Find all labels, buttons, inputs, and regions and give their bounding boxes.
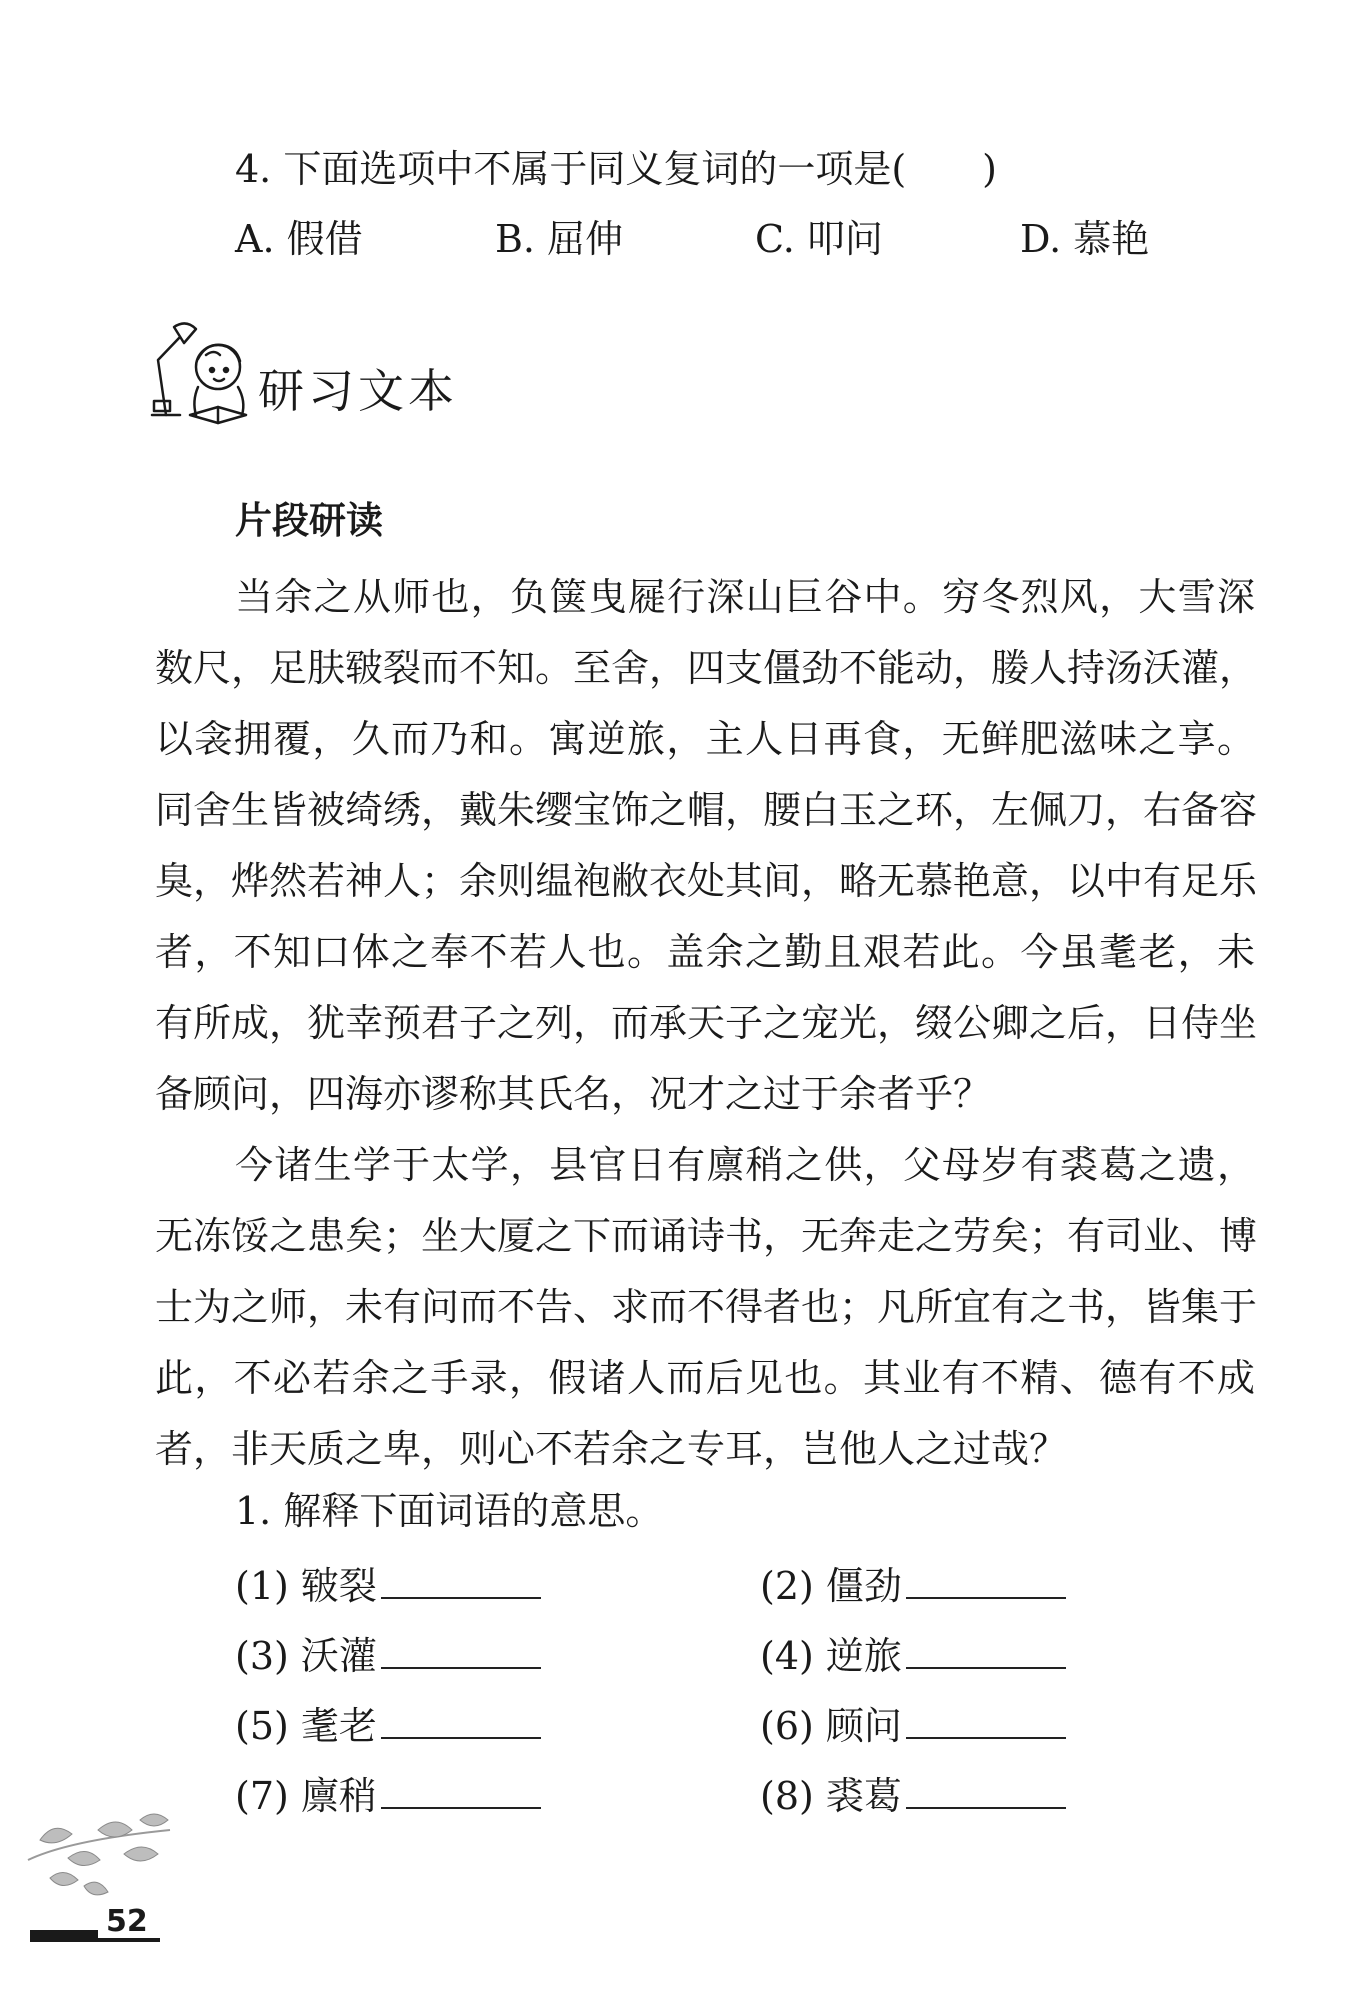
question-4-option-a[interactable]: A. 假借: [235, 217, 363, 261]
vocab-item: (2) 僵劲: [760, 1555, 1066, 1610]
vocab-item: (6) 顾问: [760, 1695, 1066, 1750]
vocab-item: (8) 裘葛: [760, 1765, 1066, 1820]
question-1-stem: 1. 解释下面词语的意思。: [235, 1489, 664, 1533]
answer-blank[interactable]: [381, 1697, 541, 1739]
student-reading-icon: [140, 315, 260, 425]
passage-line: 无冻馁之患矣；坐大厦之下而诵诗书，无奔走之劳矣；有司业、博: [155, 1214, 1258, 1258]
leaf-branch-icon: [20, 1800, 180, 1920]
answer-blank[interactable]: [906, 1697, 1066, 1739]
vocab-item: (1) 皲裂: [235, 1555, 541, 1610]
passage-line: 者，不知口体之奉不若人也。盖余之勤且艰若此。今虽耄老，未: [155, 930, 1255, 974]
passage-line: 同舍生皆被绮绣，戴朱缨宝饰之帽，腰白玉之环，左佩刀，右备容: [155, 788, 1258, 832]
section-title: 研习文本: [258, 364, 458, 418]
answer-blank[interactable]: [906, 1767, 1066, 1809]
question-4-stem: 4. 下面选项中不属于同义复词的一项是( ): [235, 147, 997, 191]
answer-blank[interactable]: [381, 1557, 541, 1599]
section-header: [140, 315, 560, 425]
answer-blank[interactable]: [381, 1767, 541, 1809]
answer-blank[interactable]: [381, 1627, 541, 1669]
passage-line: 当余之从师也，负箧曳屣行深山巨谷中。穷冬烈风，大雪深: [235, 575, 1255, 619]
passage-line: 今诸生学于太学，县官日有廪稍之供，父母岁有裘葛之遗，: [235, 1143, 1255, 1187]
question-4-option-d[interactable]: D. 慕艳: [1020, 217, 1150, 261]
question-4-option-b[interactable]: B. 屈伸: [495, 217, 624, 261]
passage-line: 此，不必若余之手录，假诸人而后见也。其业有不精、德有不成: [155, 1356, 1255, 1400]
answer-blank[interactable]: [906, 1557, 1066, 1599]
passage-line: 数尺，足肤皲裂而不知。至舍，四支僵劲不能动，媵人持汤沃灌，: [155, 646, 1258, 690]
page-number: 52: [106, 1904, 148, 1939]
answer-blank[interactable]: [906, 1627, 1066, 1669]
vocab-item: (3) 沃灌: [235, 1625, 541, 1680]
question-4-option-c[interactable]: C. 叩问: [755, 217, 883, 261]
passage-line: 有所成，犹幸预君子之列，而承天子之宠光，缀公卿之后，日侍坐: [155, 1001, 1258, 1045]
vocab-item: (4) 逆旅: [760, 1625, 1066, 1680]
passage-line: 备顾问，四海亦谬称其氏名，况才之过于余者乎？: [155, 1072, 992, 1116]
passage-line: 臭，烨然若神人；余则缊袍敝衣处其间，略无慕艳意，以中有足乐: [155, 859, 1258, 903]
passage-line: 者，非天质之卑，则心不若余之专耳，岂他人之过哉？: [155, 1427, 1068, 1471]
passage-line: 士为之师，未有问而不告、求而不得者也；凡所宜有之书，皆集于: [155, 1285, 1258, 1329]
vocab-item: (5) 耄老: [235, 1695, 541, 1750]
passage-heading: 片段研读: [235, 499, 383, 542]
vocab-item: (7) 廪稍: [235, 1765, 541, 1820]
passage-line: 以衾拥覆，久而乃和。寓逆旅，主人日再食，无鲜肥滋味之享。: [155, 717, 1255, 761]
